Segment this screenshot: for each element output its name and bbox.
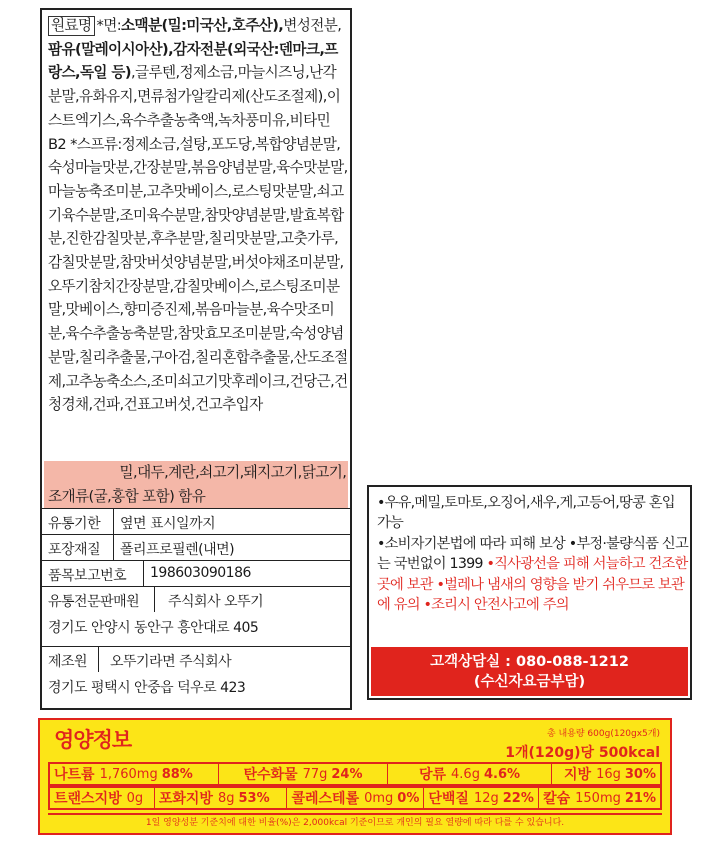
nutrient-cholesterol: 콜레스테롤 0mg 0% — [287, 788, 424, 808]
notice-panel — [367, 485, 692, 700]
nutrient-protein: 단백질 12g 22% — [424, 788, 539, 808]
nutrition-footnote: 1일 영양성분 기준치에 대한 비율(%)은 2,000kcal 기준이므로 개인의 필요 열량에 따라 다를 수 있습니다. — [48, 813, 662, 831]
notice-line-allergen: •우유,메밀,토마토,오징어,새우,게,고등어,땅콩 혼입 가능 — [377, 495, 675, 532]
notice-line-storage: •직사광선을 피해 서늘하고 건조한 곳에 보관 •벌레나 냄새의 영향을 받기 쉬우므로 보관에 유의 •조리시 안전사고에 주의 — [377, 556, 688, 614]
nutrition-row-2 — [48, 786, 662, 810]
nutrition-per-serving: 1개(120g)당 500kcal — [505, 745, 660, 761]
notice-line-consumer: •소비자기본법에 따라 피해 보상 •부정·불량식품 신고는 국번없이 1399 — [377, 535, 688, 573]
ingredients-segment: 팜유(말레이시아산),감자전분(외국산:덴마크,프랑스,독일 등) — [48, 40, 338, 82]
allergy-info: 밀,대두,계란,쇠고기,돼지고기,닭고기,조개류(굴,홍합 포함) 함유 — [48, 464, 347, 505]
report-number-row — [42, 560, 350, 584]
distributor-address: 경기도 안양시 동안구 흥안대로 405 — [48, 620, 259, 636]
nutrient-trans-fat: 트랜스지방 0g — [50, 788, 155, 808]
ingredients-segment: 변성전분, — [283, 17, 342, 34]
packaging-label: 포장재질 — [48, 542, 101, 558]
report-number-value: 198603090186 — [150, 565, 251, 581]
packaging-value: 폴리프로필렌(내면) — [120, 542, 235, 558]
expiry-row — [42, 508, 350, 532]
manufacturer-label: 제조원 — [48, 654, 88, 670]
ingredients-segment: *면: — [96, 17, 122, 34]
ingredients-panel — [40, 8, 352, 710]
notice-text — [377, 493, 689, 615]
manufacturer-address: 경기도 평택시 안중읍 덕우로 423 — [48, 680, 246, 696]
manufacturer-value: 오뚜기라면 주식회사 — [110, 654, 232, 670]
nutrition-title: 영양정보 — [54, 728, 132, 752]
ingredients-segment: ,글루텐,정제소금,마늘시즈닝,난각분말,유화유지,면류첨가알칼리제(산도조절제),이스트엑기스,육수추출농축액,녹차풍미유,비타민B2 *스프류:정제소금,설탕,포도당,복합양념분말,숙성마늘맛분,간장분말,볶음양념분말,육수맛분말,마늘농축조미분,고추맛베이스,로스팅맛분말,쇠고기육수분말,조미육수분말,참맛양념분말,발효복합분,진한감칠맛분,후추분말,칠리맛분말,고춧가루,감칠맛분말,참맛버섯양념분말,버섯야채조미분말,오뚜기참치간장분말,감칠맛베이스,로스팅조미분말,맛베이스,향미증진제,볶음마늘분,육수맛조미분,육수추출농축분말,참맛효모조미분말,숙성양념분말,칠리추출물,구아검,칠리혼합추출물,산도조절제,고추농축소스,조미쇠고기맛후레이크,건당근,건청경채,건파,건표고버섯,건고추입자 — [48, 64, 348, 414]
report-number-label: 품목보고번호 — [48, 568, 127, 584]
expiry-value: 옆면 표시일까지 — [120, 516, 216, 532]
nutrient-sodium: 나트륨 1,760mg 88% — [50, 764, 219, 784]
nutrition-row-1 — [48, 762, 662, 786]
customer-service-phone: 고객상담실 : 080-088-1212 — [430, 654, 629, 670]
customer-service-bar — [371, 647, 688, 696]
ingredients-label: 원료명 — [48, 16, 95, 36]
allergy-text — [48, 461, 348, 508]
nutrition-total-content: 총 내용량 600g(120gx5개) — [546, 729, 660, 739]
distributor-value: 주식회사 오뚜기 — [168, 594, 264, 610]
ingredients-text — [48, 14, 348, 417]
expiry-label: 유통기한 — [48, 516, 101, 532]
customer-service-note: (수신자요금부담) — [473, 674, 586, 690]
nutrient-sugars: 당류 4.6g 4.6% — [388, 764, 552, 784]
manufacturer-row — [42, 646, 350, 696]
distributor-label: 유통전문판매원 — [48, 594, 140, 610]
distributor-row — [42, 586, 350, 636]
nutrient-saturated-fat: 포화지방 8g 53% — [155, 788, 288, 808]
packaging-row — [42, 534, 350, 558]
nutrient-carbohydrate: 탄수화물 77g 24% — [219, 764, 388, 784]
nutrition-panel — [38, 718, 672, 835]
nutrient-calcium: 칼슘 150mg 21% — [543, 790, 656, 807]
nutrient-fat: 지방 16g 30% — [564, 766, 656, 783]
ingredients-segment: 소맥분(밀:미국산,호주산), — [121, 17, 284, 34]
